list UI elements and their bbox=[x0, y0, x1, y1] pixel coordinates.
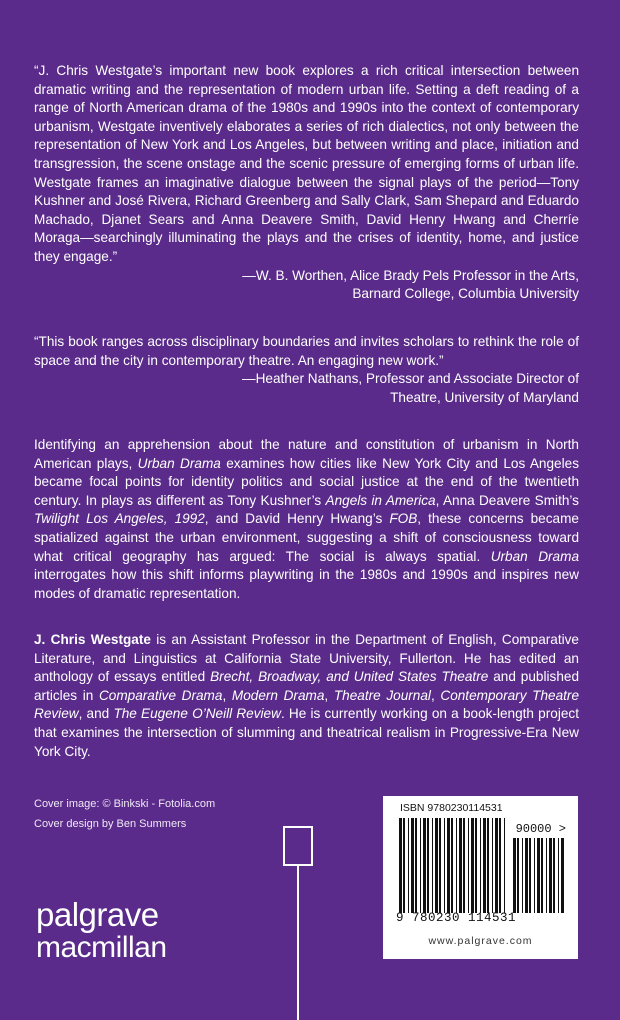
endorsement-worthen bbox=[34, 62, 579, 304]
author-bio bbox=[34, 631, 579, 761]
barcode-bar bbox=[435, 818, 438, 913]
isbn-label: ISBN 9780230114531 bbox=[400, 802, 503, 814]
barcode-bar bbox=[492, 818, 493, 913]
barcode-bar bbox=[546, 838, 547, 913]
endorsement-affiliation: Barnard College, Columbia University bbox=[352, 286, 579, 302]
play-title: FOB bbox=[389, 511, 418, 527]
endorsement-text: “This book ranges across disciplinary boundaries and invites scholars to rethink the role of space and the city in contemporary theatre. An engaging new work.” bbox=[34, 334, 579, 368]
barcode-bar bbox=[432, 818, 433, 913]
barcode-bar bbox=[487, 818, 489, 913]
barcode-bar bbox=[495, 818, 498, 913]
isbn-digits: 9 780230 114531 bbox=[396, 911, 517, 925]
decorative-line bbox=[297, 866, 299, 1020]
endorsement-nathans bbox=[34, 333, 579, 407]
barcode-bar bbox=[447, 818, 450, 913]
barcode-bar bbox=[504, 818, 505, 913]
barcode-bar bbox=[420, 818, 421, 913]
price-code: 90000 > bbox=[515, 822, 566, 836]
barcode-bar bbox=[513, 838, 516, 913]
barcode-bar bbox=[459, 818, 462, 913]
barcode-bar bbox=[534, 838, 535, 913]
barcode-bar bbox=[480, 818, 481, 913]
publisher-logo bbox=[36, 898, 167, 964]
endorsement-attribution: —W. B. Worthen, Alice Brady Pels Professor in the Arts, bbox=[242, 267, 579, 283]
book-description bbox=[34, 436, 579, 603]
barcode-bar bbox=[463, 818, 465, 913]
cover-image-credit: Cover image: © Binkski - Fotolia.com bbox=[34, 798, 216, 810]
barcode-main bbox=[397, 818, 507, 913]
barcode-bar bbox=[553, 838, 555, 913]
barcode-bar bbox=[439, 818, 441, 913]
barcode-bar bbox=[451, 818, 453, 913]
barcode-addon bbox=[511, 838, 566, 913]
barcode-bar bbox=[525, 838, 528, 913]
barcode-bar bbox=[499, 818, 501, 913]
journal-title: Theatre Journal bbox=[333, 687, 431, 703]
decorative-square bbox=[283, 826, 313, 866]
book-title: Urban Drama bbox=[137, 455, 221, 471]
barcode-bar bbox=[408, 818, 409, 913]
play-title: Angels in America bbox=[325, 492, 436, 508]
barcode-bar bbox=[471, 818, 474, 913]
publisher-url: www.palgrave.com bbox=[428, 935, 533, 947]
barcode-bar bbox=[423, 818, 426, 913]
endorsement-text: “J. Chris Westgate’s important new book explores a rich critical intersection between dramatic writing and the representation of modern urban life. Setting a deft reading of a range of North American drama of the 1980s and 1990s into the context of contemporary urbanism, Westgate inventively elaborates a series of rich dialectics, not only between the representation of New York and Los Angeles, but between writing and place, initiation and transgression, the scene onstage and the scenic pressure of emerging forms of urban life. Westgate frames an imaginative dialogue between the signal plays of the period—Tony Kushner and José Rivera, Richard Greenberg and Sally Clark, Sam Shepard and Eduardo Machado, Djanet Sears and Anna Deavere Smith, David Henry Hwang and Cherríe Moraga—searchingly illuminating the plays and the crises of identity, home, and justice they engage.” bbox=[34, 63, 579, 264]
barcode-bar bbox=[483, 818, 486, 913]
anthology-title: Brecht, Broadway, and United States Theatre bbox=[210, 669, 489, 685]
barcode-bar bbox=[561, 838, 564, 913]
publisher-logo-line1: palgrave bbox=[36, 896, 159, 933]
book-title: Urban Drama bbox=[490, 548, 579, 564]
barcode-bar bbox=[529, 838, 531, 913]
barcode-bar bbox=[522, 838, 523, 913]
barcode-bar bbox=[403, 818, 405, 913]
author-name: J. Chris Westgate bbox=[34, 632, 151, 647]
endorsement-affiliation: Theatre, University of Maryland bbox=[390, 389, 579, 405]
play-title: Twilight Los Angeles, 1992 bbox=[34, 511, 205, 527]
cover-credits bbox=[34, 794, 215, 834]
bio-paragraph: J. Chris Westgate is an Assistant Professor in the Department of English, Comparative Literature, and Linguistics at California State University, Fullerton. He has edited an anthology of essays entitled Brecht, Broadway, and United States Theatre and published articles in Comparative Drama, Modern Drama, Theatre Journal, Contemporary Theatre Review, and The Eugene O’Neill Review. He is currently working on a book-length project that examines the intersection of slumming and theatrical realism in Progressive-Era New York City. bbox=[34, 632, 579, 759]
barcode-bar bbox=[427, 818, 429, 913]
journal-title: Comparative Drama bbox=[98, 687, 223, 703]
barcode-bar bbox=[475, 818, 477, 913]
barcode-bar bbox=[541, 838, 543, 913]
barcode-bar bbox=[411, 818, 414, 913]
description-paragraph: Identifying an apprehension about the nature and constitution of urbanism in North American plays, Urban Drama examines how cities like New York City and Los Angeles became focal points for identity politics and social justice at the end of the twentieth century. In plays as different as Tony Kushner’s Angels in America, Anna Deavere Smith’s Twilight Los Angeles, 1992, and David Henry Hwang’s FOB, these concerns became spatialized against the urban environment, suggesting a shift of consciousness toward what critical geography has argued: The social is always spatial. Urban Drama interrogates how this shift informs playwriting in the 1980s and 1990s and inspires new modes of dramatic representation. bbox=[34, 437, 579, 601]
barcode-bar bbox=[558, 838, 559, 913]
endorsement-attribution: —Heather Nathans, Professor and Associate Director of bbox=[242, 371, 579, 387]
barcode-bar bbox=[456, 818, 457, 913]
publisher-logo-line2: macmillan bbox=[36, 931, 167, 964]
journal-title: Modern Drama bbox=[231, 687, 325, 703]
barcode-bar bbox=[517, 838, 519, 913]
barcode-bar bbox=[549, 838, 552, 913]
journal-title: Contemporary Theatre Review bbox=[34, 687, 579, 722]
cover-design-credit: Cover design by Ben Summers bbox=[34, 818, 187, 830]
barcode-bar bbox=[444, 818, 445, 913]
barcode-bar bbox=[399, 818, 402, 913]
barcode-bar bbox=[537, 838, 540, 913]
journal-title: The Eugene O’Neill Review bbox=[113, 706, 281, 722]
barcode-bar bbox=[415, 818, 417, 913]
barcode-panel bbox=[383, 796, 578, 959]
barcode-bar bbox=[468, 818, 469, 913]
